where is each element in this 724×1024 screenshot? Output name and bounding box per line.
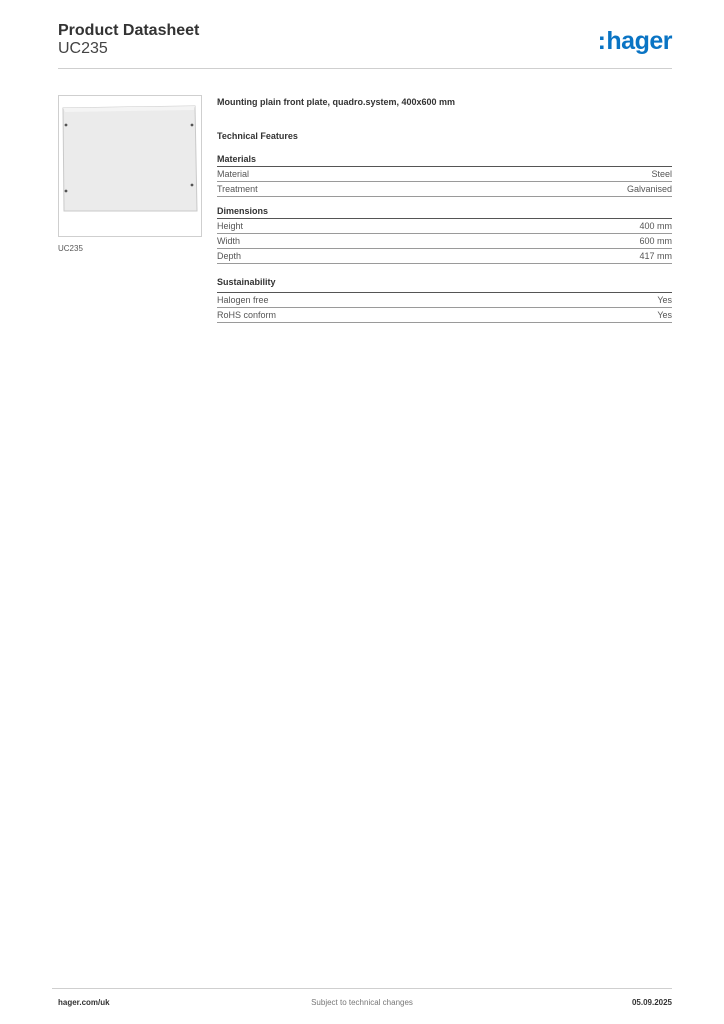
- logo-colon: :: [597, 27, 606, 55]
- product-description: Mounting plain front plate, quadro.system, 400x600 mm: [217, 97, 456, 107]
- spec-value: 600 mm: [639, 236, 672, 246]
- section-title: Materials: [217, 154, 672, 167]
- technical-features-heading: Technical Features: [217, 131, 298, 141]
- spec-label: Halogen free: [217, 295, 269, 305]
- section-title: Sustainability: [217, 277, 672, 293]
- spec-value: 417 mm: [639, 251, 672, 261]
- spec-label: Material: [217, 169, 250, 179]
- spec-row: [217, 293, 672, 308]
- logo-text: hager: [606, 27, 672, 55]
- product-details: [217, 96, 672, 323]
- header-divider: [58, 68, 672, 69]
- front-plate-image: [59, 96, 201, 236]
- footer-date: 05.09.2025: [631, 998, 672, 1007]
- spec-row: [217, 182, 672, 197]
- spec-row: [217, 249, 672, 264]
- section-sustainability: [217, 277, 672, 323]
- spec-label: Treatment: [217, 184, 258, 194]
- section-dimensions: [217, 206, 672, 264]
- spec-label: Width: [217, 236, 241, 246]
- spec-value: 400 mm: [639, 221, 672, 231]
- spec-value: Yes: [657, 295, 672, 305]
- section-materials: [217, 154, 672, 197]
- product-code: UC235: [58, 40, 108, 57]
- section-title: Dimensions: [217, 206, 672, 219]
- spec-row: [217, 234, 672, 249]
- spec-value: Galvanised: [626, 184, 672, 194]
- footer-divider: [52, 988, 672, 989]
- product-image-frame: [58, 95, 202, 237]
- spec-row: [217, 219, 672, 234]
- spec-value: Yes: [657, 310, 672, 320]
- spec-label: Height: [217, 221, 244, 231]
- spec-label: Depth: [217, 251, 242, 261]
- spec-label: RoHS conform: [217, 310, 277, 320]
- spec-row: [217, 167, 672, 182]
- footer-notice: Subject to technical changes: [311, 998, 413, 1007]
- spec-value: Steel: [651, 169, 672, 179]
- hager-logo: [598, 28, 672, 54]
- page-title: Product Datasheet: [58, 22, 200, 39]
- spec-row: [217, 308, 672, 323]
- footer-website-link[interactable]: hager.com/uk: [58, 998, 110, 1007]
- image-caption: UC235: [58, 244, 83, 253]
